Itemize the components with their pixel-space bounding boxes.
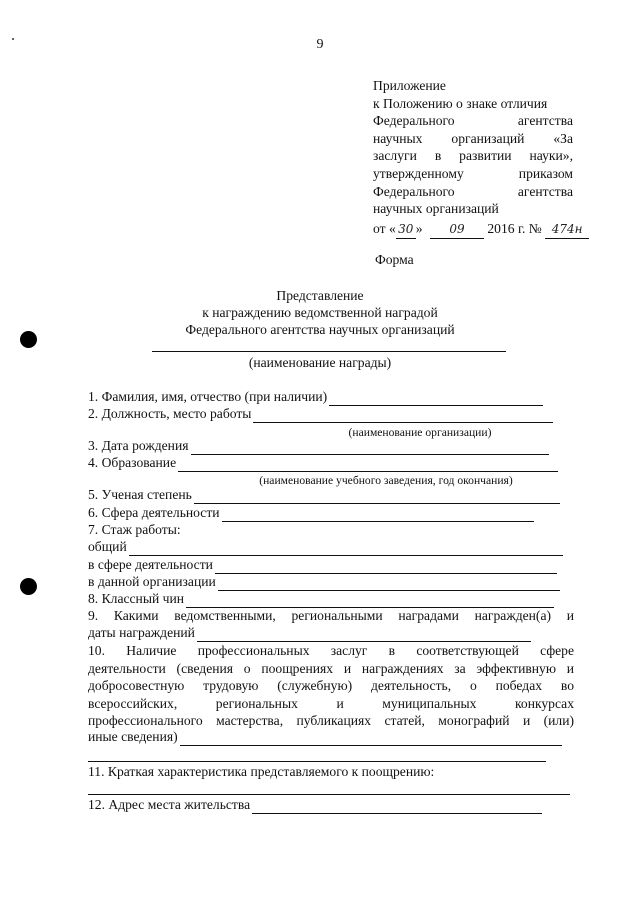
award-name-line[interactable]	[152, 351, 506, 352]
appendix-line: научных организаций	[373, 201, 499, 217]
field-other-info: иные сведения)	[88, 728, 562, 746]
class-rank-line[interactable]	[186, 594, 554, 608]
order-date: от « 30 » 09 2016 г. № 474н	[373, 220, 573, 238]
full-name-line[interactable]	[329, 392, 543, 406]
title-line: Федерального агентства научных организаций	[185, 322, 455, 337]
field-experience-area: в сфере деятельности	[88, 556, 557, 574]
other-info-line-2[interactable]	[88, 761, 546, 762]
position-line[interactable]	[253, 409, 553, 423]
activity-area-line[interactable]	[222, 508, 534, 522]
field-activity-area: 6. Сфера деятельности	[88, 504, 534, 522]
address-line[interactable]	[252, 800, 542, 814]
other-info-line[interactable]	[180, 732, 562, 746]
field-experience: 7. Стаж работы:	[88, 522, 181, 538]
page-number: 9	[316, 37, 324, 52]
title-line: к награждению ведомственной наградой	[202, 305, 438, 320]
education-line[interactable]	[178, 458, 558, 472]
title-line: Представление	[276, 288, 364, 303]
punch-hole-bottom	[20, 578, 37, 595]
field-birth-date: 3. Дата рождения	[88, 437, 549, 455]
birth-date-line[interactable]	[191, 441, 549, 455]
experience-org-line[interactable]	[218, 577, 560, 591]
org-caption: (наименование организации)	[348, 426, 492, 439]
characteristic-line[interactable]	[88, 794, 570, 795]
appendix-line: Приложение	[373, 78, 446, 93]
degree-line[interactable]	[194, 490, 560, 504]
field-characteristic: 11. Краткая характеристика представляемого к поощрению:	[88, 764, 435, 780]
date-day: 30	[396, 221, 416, 240]
appendix-block	[373, 77, 583, 237]
appendix-line: Федерального агентства	[373, 113, 573, 129]
appendix-line: Федерального агентства	[373, 183, 573, 199]
field-awards: 9. Какими ведомственными, региональными наградами награжден(а) и	[88, 608, 574, 623]
field-merits: 10. Наличие профессиональных заслуг в соответствующей сфере деятельности (сведения о поощрениях и награждениях за эффективную и добросовестную трудовую (служебную) деятельность, о победах во всероссийских, региональных и муниципальных конкурсах профессионального мастерства, публикациях статей, монографий и (или)	[88, 643, 574, 729]
appendix-line: утвержденному приказом	[373, 165, 573, 181]
field-experience-org: в данной организации	[88, 573, 560, 591]
award-caption: (наименование награды)	[248, 355, 392, 370]
experience-area-line[interactable]	[215, 560, 557, 574]
field-class-rank: 8. Классный чин	[88, 590, 554, 608]
field-award-dates: даты награждений	[88, 624, 531, 642]
appendix-line: к Положению о знаке отличия	[373, 95, 548, 111]
field-degree: 5. Ученая степень	[88, 486, 560, 504]
form-label: Форма	[375, 252, 414, 267]
field-experience-total: общий	[88, 538, 563, 556]
field-education: 4. Образование	[88, 454, 558, 472]
date-month: 09	[430, 221, 484, 240]
field-position: 2. Должность, место работы	[88, 405, 553, 423]
award-dates-line[interactable]	[197, 628, 531, 642]
experience-total-line[interactable]	[129, 542, 563, 556]
appendix-line: научных организаций «За	[373, 130, 573, 146]
field-address: 12. Адрес места жительства	[88, 796, 542, 814]
field-full-name: 1. Фамилия, имя, отчество (при наличии)	[88, 388, 543, 406]
education-caption: (наименование учебного заведения, год окончания)	[259, 474, 513, 487]
appendix-line: заслуги в развитии науки»,	[373, 148, 573, 164]
doc-number: 474н	[545, 221, 589, 240]
